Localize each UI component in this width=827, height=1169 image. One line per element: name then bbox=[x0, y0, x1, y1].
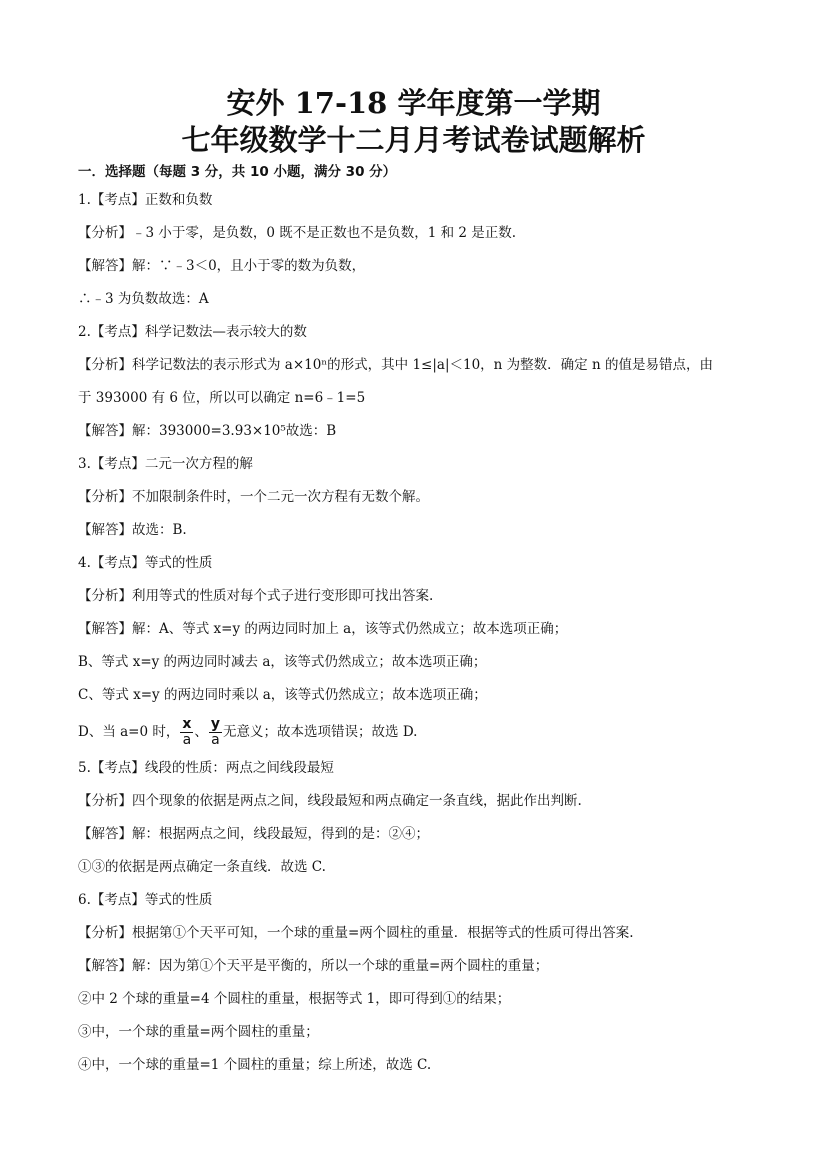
fraction-numerator: x bbox=[182, 716, 192, 732]
line-d-suffix: 无意义；故本选项错误；故选 D. bbox=[223, 724, 418, 740]
text-line-with-fractions bbox=[78, 717, 768, 757]
line-d-separator: 、 bbox=[194, 724, 208, 740]
text-line: ②中 2 个球的重量=4 个圆柱的重量，根据等式 1，即可得到①的结果； bbox=[78, 991, 511, 1007]
answer-analysis-body bbox=[78, 189, 768, 1087]
document-title-line2: 七年级数学十二月月考试卷试题解析 bbox=[181, 123, 646, 157]
text-line: 【解答】解：∵﹣3＜0，且小于零的数为负数， bbox=[78, 258, 366, 274]
text-line: 【分析】四个现象的依据是两点之间，线段最短和两点确定一条直线，据此作出判断. bbox=[78, 793, 582, 809]
text-line: 5.【考点】线段的性质：两点之间线段最短 bbox=[78, 760, 334, 776]
text-line: 于 393000 有 6 位，所以可以确定 n=6﹣1=5 bbox=[78, 390, 366, 406]
text-line: 3.【考点】二元一次方程的解 bbox=[78, 456, 253, 472]
text-line: ④中，一个球的重量=1 个圆柱的重量；综上所述，故选 C. bbox=[78, 1057, 432, 1073]
text-line: 【解答】解：根据两点之间，线段最短，得到的是：②④； bbox=[78, 826, 429, 842]
line-d-prefix: D、当 a=0 时， bbox=[78, 724, 180, 740]
text-line: 6.【考点】等式的性质 bbox=[78, 892, 213, 908]
fraction-numerator: y bbox=[210, 716, 221, 732]
text-line: ①③的依据是两点确定一条直线．故选 C. bbox=[78, 859, 326, 875]
text-line: C、等式 x=y 的两边同时乘以 a，该等式仍然成立；故本选项正确； bbox=[78, 687, 487, 703]
text-line: 【分析】利用等式的性质对每个式子进行变形即可找出答案. bbox=[78, 588, 434, 604]
text-line: 【分析】﹣3 小于零，是负数，0 既不是正数也不是负数，1 和 2 是正数. bbox=[78, 225, 517, 241]
text-line: 【解答】解：A、等式 x=y 的两边同时加上 a，该等式仍然成立；故本选项正确； bbox=[78, 621, 568, 637]
text-line: B、等式 x=y 的两边同时减去 a，该等式仍然成立；故本选项正确； bbox=[78, 654, 487, 670]
text-line: 【分析】根据第①个天平可知，一个球的重量=两个圆柱的重量．根据等式的性质可得出答案. bbox=[78, 925, 634, 941]
fraction-y-over-a bbox=[209, 717, 222, 748]
text-line: 1.【考点】正数和负数 bbox=[78, 192, 213, 208]
fraction-denominator: a bbox=[211, 732, 220, 748]
section-heading: 一．选择题（每题 3 分，共 10 小题，满分 30 分） bbox=[78, 164, 397, 180]
text-line: 【分析】不加限制条件时，一个二元一次方程有无数个解。 bbox=[78, 489, 429, 505]
text-line: ③中，一个球的重量=两个圆柱的重量； bbox=[78, 1024, 319, 1040]
text-line: 4.【考点】等式的性质 bbox=[78, 555, 213, 571]
text-line: 2.【考点】科学记数法—表示较大的数 bbox=[78, 324, 307, 340]
fraction-x-over-a bbox=[180, 717, 193, 748]
text-line: 【解答】故选：B. bbox=[78, 522, 187, 538]
fraction-denominator: a bbox=[182, 732, 192, 748]
text-line: ∴﹣3 为负数故选：A bbox=[78, 291, 209, 307]
document-title-line1: 安外 17-18 学年度第一学期 bbox=[226, 86, 601, 120]
text-line: 【解答】解：因为第①个天平是平衡的，所以一个球的重量=两个圆柱的重量； bbox=[78, 958, 549, 974]
text-line: 【分析】科学记数法的表示形式为 a×10ⁿ的形式，其中 1≤|a|＜10，n 为整数．确定 n 的值是易错点，由 bbox=[78, 357, 713, 373]
text-line: 【解答】解：393000=3.93×10⁵故选：B bbox=[78, 423, 337, 439]
